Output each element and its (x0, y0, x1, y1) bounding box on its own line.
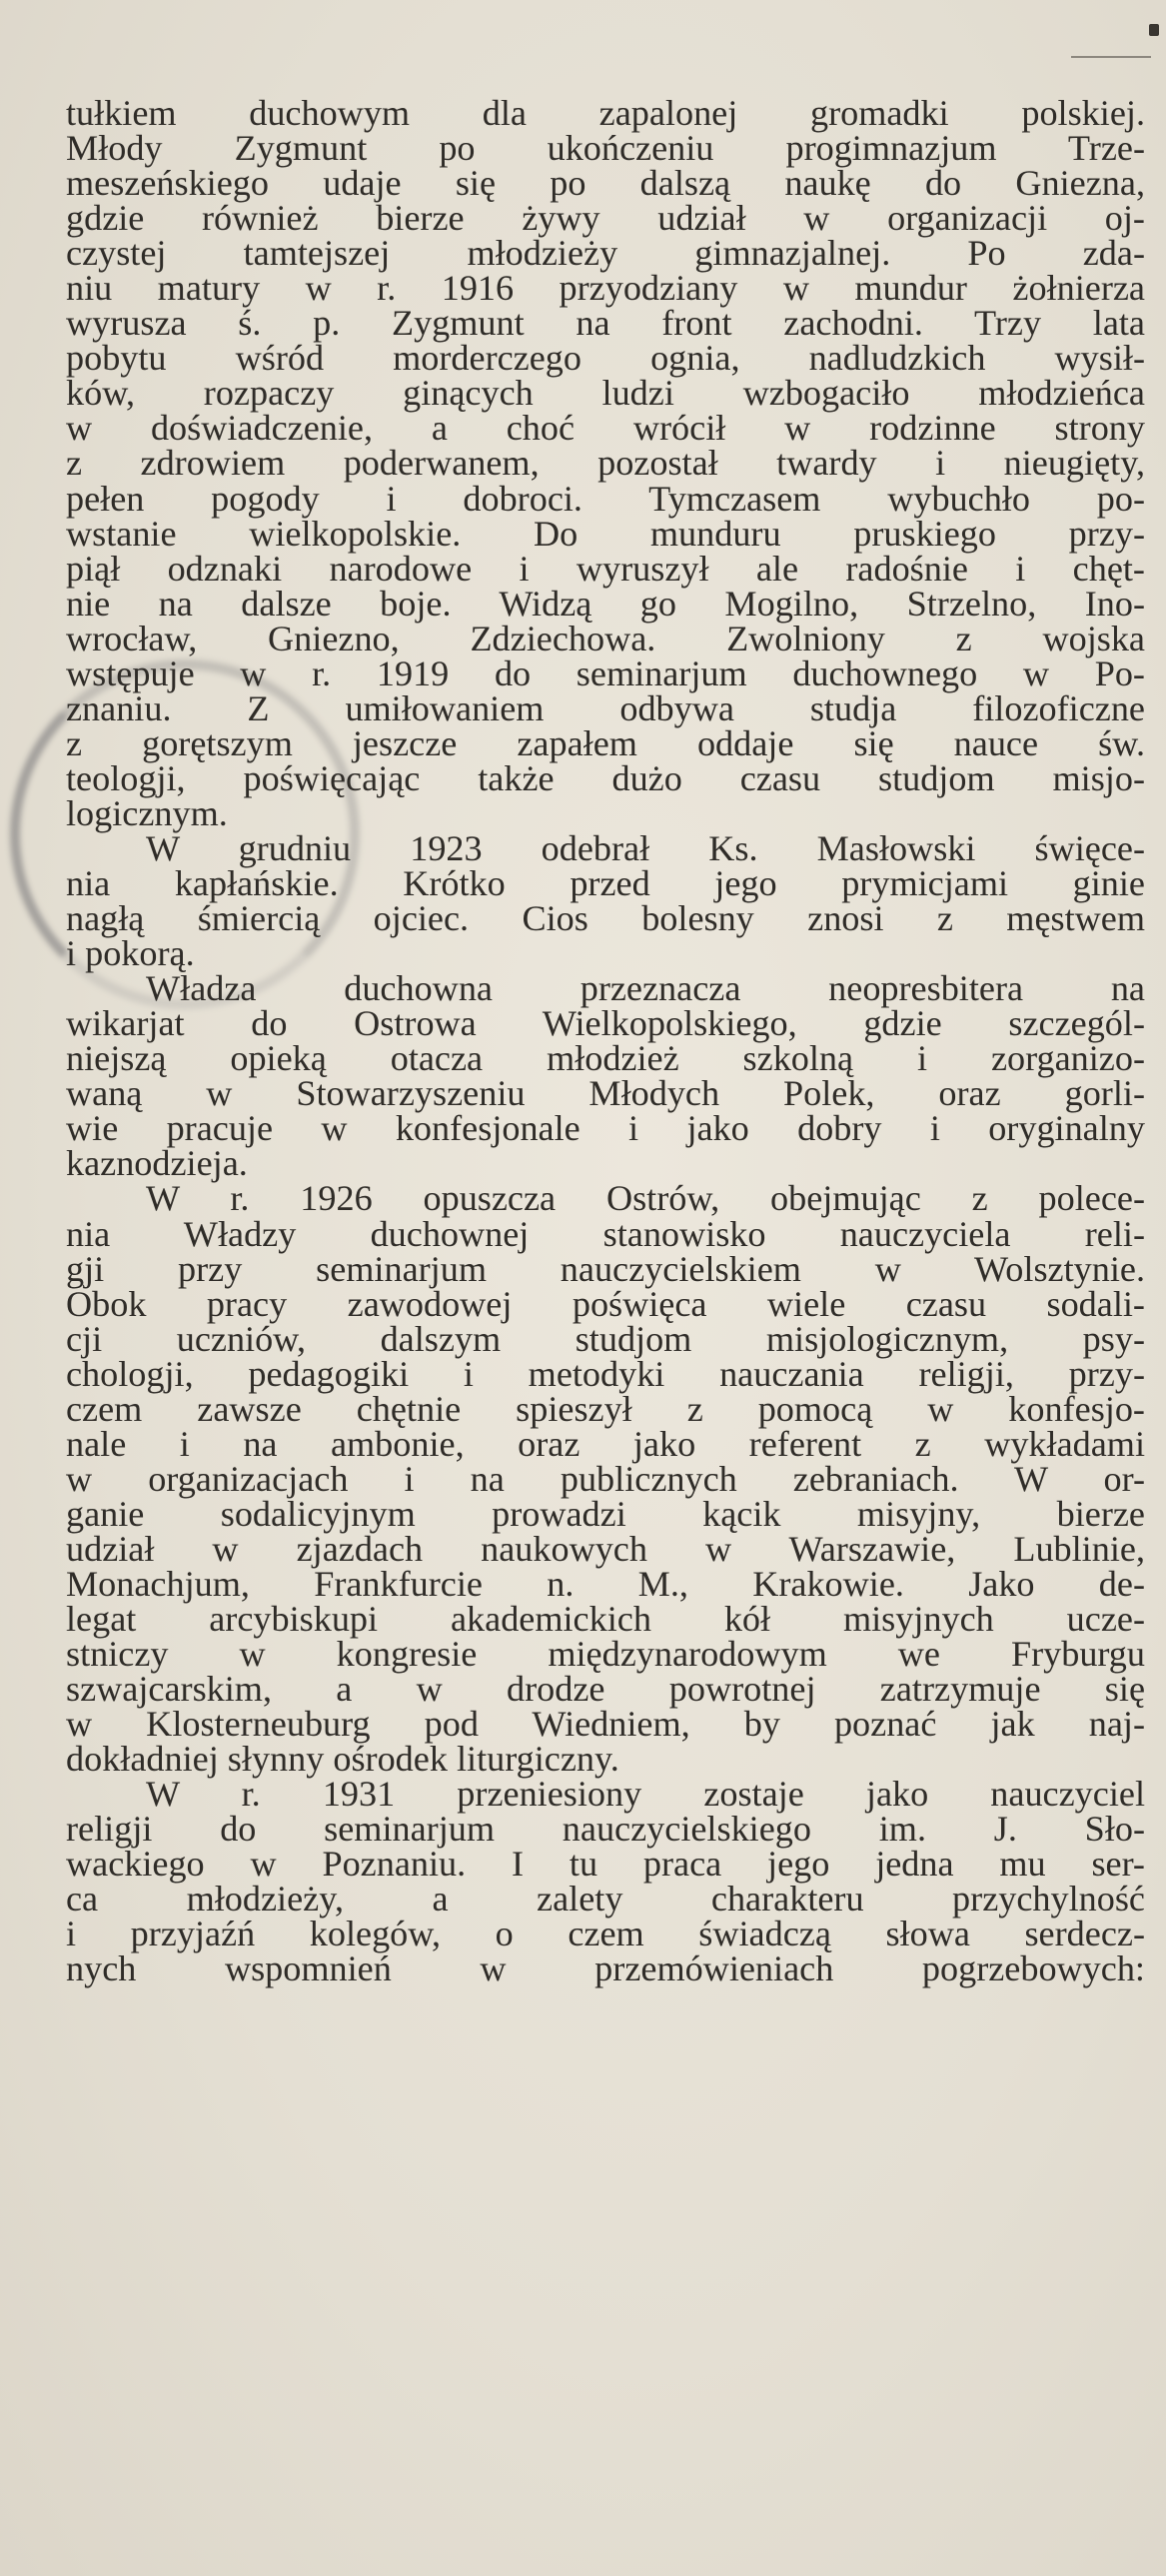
text-line: i pokorą. (66, 933, 195, 974)
text-line: waną w Stowarzyszeniu Młodych Polek, oraz gorli- (66, 1073, 1145, 1114)
text-line: wstępuje w r. 1919 do seminarjum duchownego w Po- (66, 652, 1145, 693)
text-line: ków, rozpaczy ginących ludzi wzbogaciło młodzieńca (66, 373, 1145, 414)
text-line: w organizacjach i na publicznych zebraniach. W or- (66, 1458, 1145, 1499)
text-line: wrocław, Gniezno, Zdziechowa. Zwolniony z wojska (66, 618, 1145, 658)
paragraph-start-line: Władza duchowna przeznacza neopresbitera na (146, 968, 1145, 1009)
text-line: szwajcarskim, a w drodze powrotnej zatrzymuje się (66, 1669, 1145, 1710)
text-line: znaniu. Z umiłowaniem odbywa studja filozoficzne (66, 687, 1145, 728)
text-line: w Klosterneuburg pod Wiedniem, by poznać jak naj- (66, 1704, 1145, 1745)
text-line: wie pracuje w konfesjonale i jako dobry i oryginalny (66, 1108, 1145, 1149)
text-line: gdzie również bierze żywy udział w organizacji oj- (66, 198, 1145, 239)
text-line: nale i na ambonie, oraz jako referent z wykładami (66, 1423, 1145, 1464)
corner-ink-mark (1149, 24, 1159, 36)
text-line: wstanie wielkopolskie. Do munduru pruskiego przy- (66, 513, 1145, 554)
text-line: ca młodzieży, a zalety charakteru przychylność (66, 1879, 1145, 1920)
text-line: kaznodzieja. (66, 1143, 248, 1184)
text-line: tułkiem duchowym dla zapalonej gromadki polskiej. (66, 93, 1145, 133)
text-line: z zdrowiem poderwanem, pozostał twardy i nieugięty, (66, 443, 1145, 484)
text-line: meszeńskiego udaje się po dalszą naukę do Gniezna, (66, 163, 1145, 204)
text-line: i przyjaźń kolegów, o czem świadczą słowa serdecz- (66, 1914, 1145, 1954)
text-line: z gorętszym jeszcze zapałem oddaje się nauce św. (66, 722, 1145, 763)
paragraph-start-line: W r. 1926 opuszcza Ostrów, obejmując z polece- (146, 1178, 1145, 1219)
paragraph-start-line: W grudniu 1923 odebrał Ks. Masłowski święce- (146, 827, 1145, 868)
text-line: religji do seminarjum nauczycielskiego im. J. Sło- (66, 1809, 1145, 1850)
text-line: niu matury w r. 1916 przyodziany w mundur żołnierza (66, 268, 1145, 309)
text-line: nia kapłańskie. Krótko przed jego prymicjami ginie (66, 863, 1145, 904)
text-line: nych wspomnień w przemówieniach pogrzebowych: (66, 1948, 1145, 1989)
text-line: w doświadczenie, a choć wrócił w rodzinne strony (66, 408, 1145, 449)
text-line: legat arcybiskupi akademickich kół misyjnych ucze- (66, 1599, 1145, 1640)
text-line: gji przy seminarjum nauczycielskiem w Wolsztynie. (66, 1248, 1145, 1289)
text-line: logicznym. (66, 792, 228, 833)
text-line: wyrusza ś. p. Zygmunt na front zachodni. Trzy lata (66, 303, 1145, 344)
text-line: Młody Zygmunt po ukończeniu progimnazjum Trze- (66, 128, 1145, 169)
text-line: czem zawsze chętnie spieszył z pomocą w konfesjo- (66, 1388, 1145, 1429)
text-line: udział w zjazdach naukowych w Warszawie, Lublinie, (66, 1528, 1145, 1569)
text-line: chologji, pedagogiki i metodyki nauczania religji, przy- (66, 1353, 1145, 1394)
text-line: wackiego w Poznaniu. I tu praca jego jedna mu ser- (66, 1844, 1145, 1885)
paragraph-start-line: W r. 1931 przeniesiony zostaje jako nauczyciel (146, 1774, 1145, 1815)
text-line: Obok pracy zawodowej poświęca wiele czasu sodali- (66, 1283, 1145, 1324)
corner-rule (1071, 56, 1151, 58)
text-line: cji uczniów, dalszym studjom misjologicznym, psy- (66, 1318, 1145, 1359)
text-line: dokładniej słynny ośrodek liturgiczny. (66, 1739, 619, 1780)
text-line: nia Władzy duchownej stanowisko nauczyciela reli- (66, 1213, 1145, 1254)
text-line: niejszą opieką otacza młodzież szkolną i zorganizo- (66, 1038, 1145, 1079)
text-line: nagłą śmiercią ojciec. Cios bolesny znosi z męstwem (66, 898, 1145, 939)
text-line: ganie sodalicyjnym prowadzi kącik misyjny, bierze (66, 1493, 1145, 1534)
text-line: stniczy w kongresie międzynarodowym we Fryburgu (66, 1634, 1145, 1675)
text-line: pełen pogody i dobroci. Tymczasem wybuchło po- (66, 478, 1145, 519)
text-line: pobytu wśród morderczego ognia, nadludzkich wysił- (66, 338, 1145, 379)
text-line: nie na dalsze boje. Widzą go Mogilno, Strzelno, Ino- (66, 583, 1145, 624)
text-line: piął odznaki narodowe i wyruszył ale radośnie i chęt- (66, 548, 1145, 589)
text-line: Monachjum, Frankfurcie n. M., Krakowie. Jako de- (66, 1563, 1145, 1604)
text-line: czystej tamtejszej młodzieży gimnazjalnej. Po zda- (66, 233, 1145, 274)
text-line: wikarjat do Ostrowa Wielkopolskiego, gdzie szczegól- (66, 1003, 1145, 1044)
body-text (66, 93, 1145, 1989)
text-line: teologji, poświęcając także dużo czasu studjom misjo- (66, 757, 1145, 798)
